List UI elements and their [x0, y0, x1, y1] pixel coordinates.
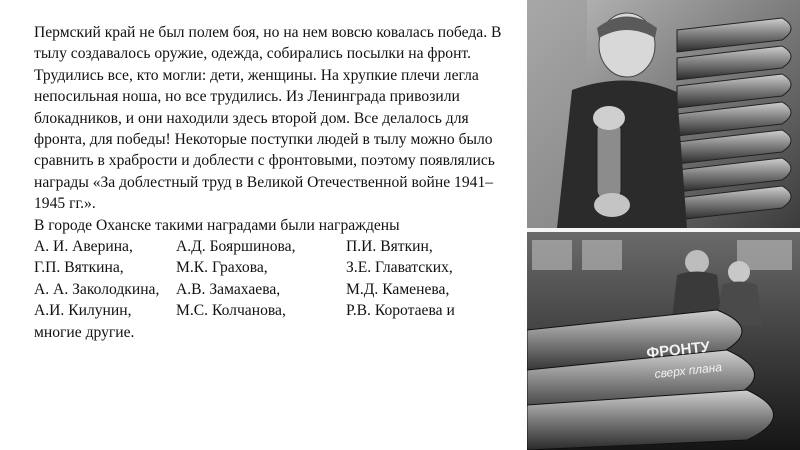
awardees-row — [34, 257, 519, 278]
awardee-name: А.И. Килунин, — [34, 302, 132, 320]
awardee-name: А. И. Аверина, — [34, 238, 133, 256]
awardee-name: А. А. Заколодкина, — [34, 280, 160, 298]
historical-photos — [527, 0, 800, 450]
photo-woman-worker — [527, 0, 800, 228]
paragraph-closing: многие другие. — [34, 323, 135, 341]
awardee-name: А.Д. Бояршинова, — [176, 238, 296, 256]
article-text — [34, 22, 519, 343]
photo-divider — [527, 228, 800, 232]
awardees-list — [34, 236, 519, 322]
awardee-name: Р.В. Коротаева и — [346, 302, 455, 320]
shell-inscription-line2: сверх плана — [653, 359, 723, 381]
photo-collage — [527, 0, 800, 450]
awardee-name: Г.П. Вяткина, — [34, 259, 124, 277]
paragraph-awards-intro: В городе Оханске такими наградами были награждены — [34, 216, 400, 234]
awardee-name: М.К. Грахова, — [176, 259, 268, 277]
awardee-name: М.Д. Каменева, — [346, 280, 450, 298]
photo-factory-shells — [527, 232, 800, 450]
awardees-row — [34, 300, 519, 321]
awardees-row — [34, 279, 519, 300]
awardee-name: П.И. Вяткин, — [346, 238, 433, 256]
paragraph-intro: Пермский край не был полем боя, но на нем вовсю ковалась победа. В тылу создавалось оружие, одежда, собирались посылки на фронт. Трудились все, кто могли: дети, женщины. На хрупкие плечи легла непосильная ноша, но все трудились. Из Ленинграда привозили блокадников, и они находили здесь второй дом. Все делалось для фронта, для победы! Некоторые поступки людей в тылу можно было сравнить в храбрости и доблести с фронтовыми, поэтому появлялись награды «За доблестный труд в Великой Отечественной войне 1941–1945 гг.». — [34, 24, 502, 213]
awardee-name: З.Е. Главатских, — [346, 259, 453, 277]
shell-inscription-line1: ФРОНТУ — [645, 338, 711, 362]
awardee-name: А.В. Замахаева, — [176, 280, 281, 298]
awardees-row — [34, 236, 519, 257]
awardee-name: М.С. Колчанова, — [176, 302, 286, 320]
